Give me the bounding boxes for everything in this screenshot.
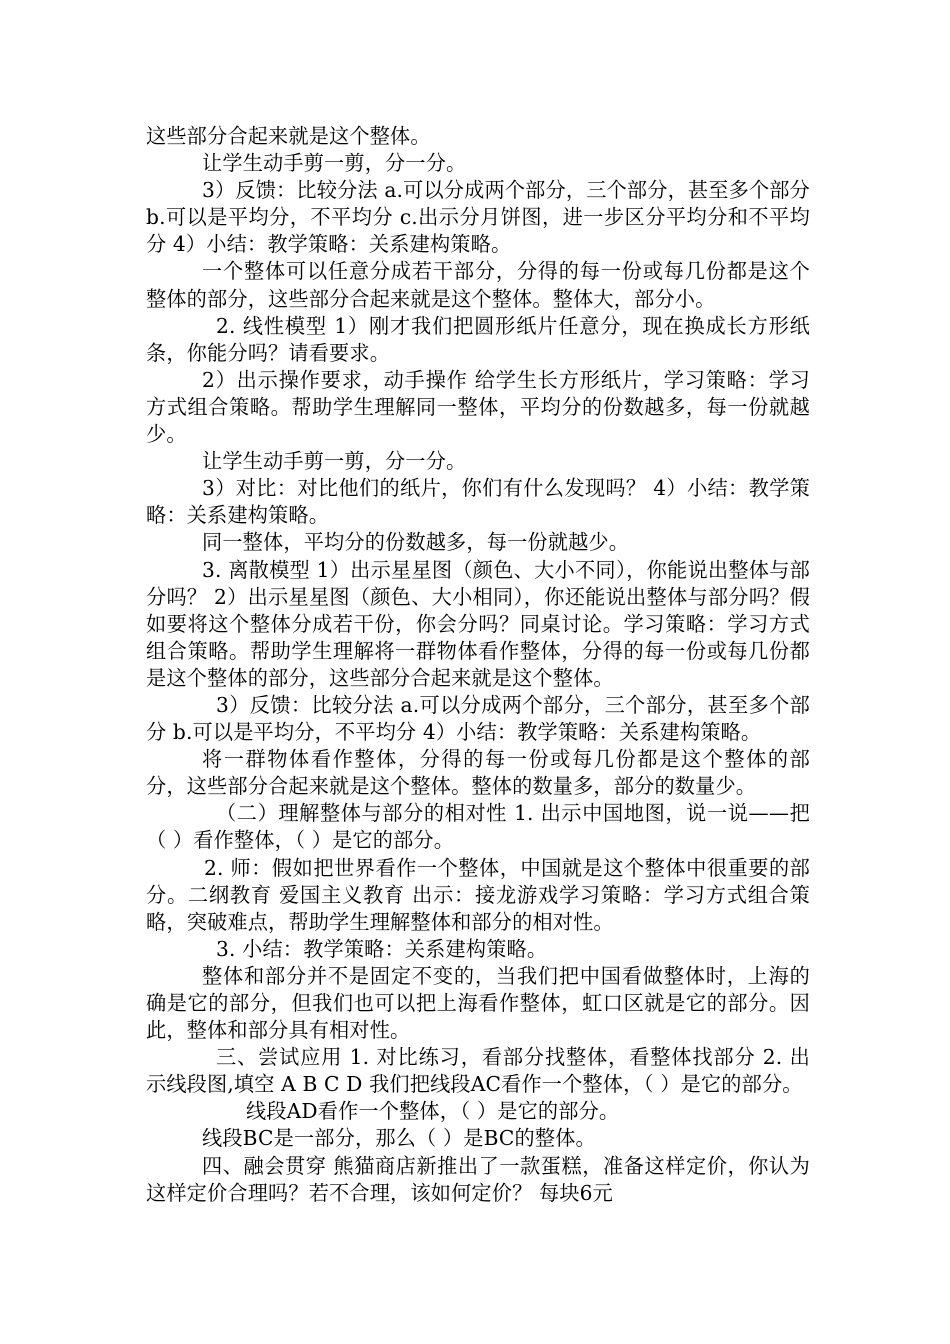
document-body [146,123,810,1207]
paragraph: 这些部分合起来就是这个整体。 [146,124,431,148]
paragraph: 同一整体，平均分的份数越多，每一份就越少。 [202,530,630,555]
paragraph: 让学生动手剪一剪，分一分。 [202,151,467,176]
paragraph: 四、融会贯穿 熊猫商店新推出了一款蛋糕，准备这样定价，你认为这样定价合理吗？若不合理，该如何定价？ 每块6元 [146,1153,810,1205]
paragraph: 整体和部分并不是固定不变的，当我们把中国看做整体时，上海的确是它的部分，但我们也可以把上海看作整体，虹口区就是它的部分。因此，整体和部分具有相对性。 [146,963,810,1043]
paragraph: 3）反馈：比较分法 a.可以分成两个部分，三个部分，甚至多个部分 b.可以是平均分，不平均分 4）小结：教学策略：关系建构策略。 [146,692,810,745]
paragraph: 线段BC是一部分，那么（ ）是BC的整体。 [202,1126,596,1151]
paragraph: 2. 线性模型 1）刚才我们把圆形纸片任意分，现在换成长方形纸条，你能分吗？请看要求。 [146,313,810,365]
paragraph: 3. 小结：教学策略：关系建构策略。 [216,936,548,961]
paragraph: 三、尝试应用 1. 对比练习，看部分找整体，看整体找部分 2. 出示线段图,填空 A B C D 我们把线段AC看作一个整体，（ ）是它的部分。 [146,1045,810,1097]
paragraph: 2）出示操作要求，动手操作 给学生长方形纸片，学习策略：学习方式组合策略。帮助学生理解同一整体，平均分的份数越多，每一份就越少。 [146,367,810,447]
paragraph: 一个整体可以任意分成若干部分，分得的每一份或每几份都是这个整体的部分，这些部分合起来就是这个整体。整体大，部分小。 [146,259,810,311]
paragraph: 3. 离散模型 1）出示星星图（颜色、大小不同），你能说出整体与部分吗？ 2）出示星星图（颜色、大小相同），你还能说出整体与部分吗？假如要将这个整体分成若干份，你会分吗？同桌讨论。学习策略：学习方式组合策略。帮助学生理解将一群物体看作整体，分得的每一份或每几份都是这个整体的部分，这些部分合起来就是这个整体。 [146,557,810,690]
paragraph: 让学生动手剪一剪，分一分。 [202,449,467,474]
paragraph: 3）反馈：比较分法 a.可以分成两个部分，三个部分，甚至多个部分 b.可以是平均分，不平均分 c.出示分月饼图，进一步区分平均分和不平均分 4）小结：教学策略：关系建构策略。 [146,178,810,257]
paragraph: 2. 师：假如把世界看作一个整体，中国就是这个整体中很重要的部分。二纲教育 爱国主义教育 出示：接龙游戏学习策略：学习方式组合策略，突破难点，帮助学生理解整体和部分的相对性。 [146,855,810,934]
paragraph: 3）对比：对比他们的纸片，你们有什么发现吗？ 4）小结：教学策略：关系建构策略。 [146,476,810,528]
paragraph: 将一群物体看作整体，分得的每一份或每几份都是这个整体的部分，这些部分合起来就是这个整体。整体的数量多，部分的数量少。 [146,747,810,799]
paragraph: 线段AD看作一个整体，（ ）是它的部分。 [246,1099,620,1124]
paragraph: （二）理解整体与部分的相对性 1. 出示中国地图，说一说——把（ ）看作整体，（ ）是它的部分。 [146,801,810,853]
